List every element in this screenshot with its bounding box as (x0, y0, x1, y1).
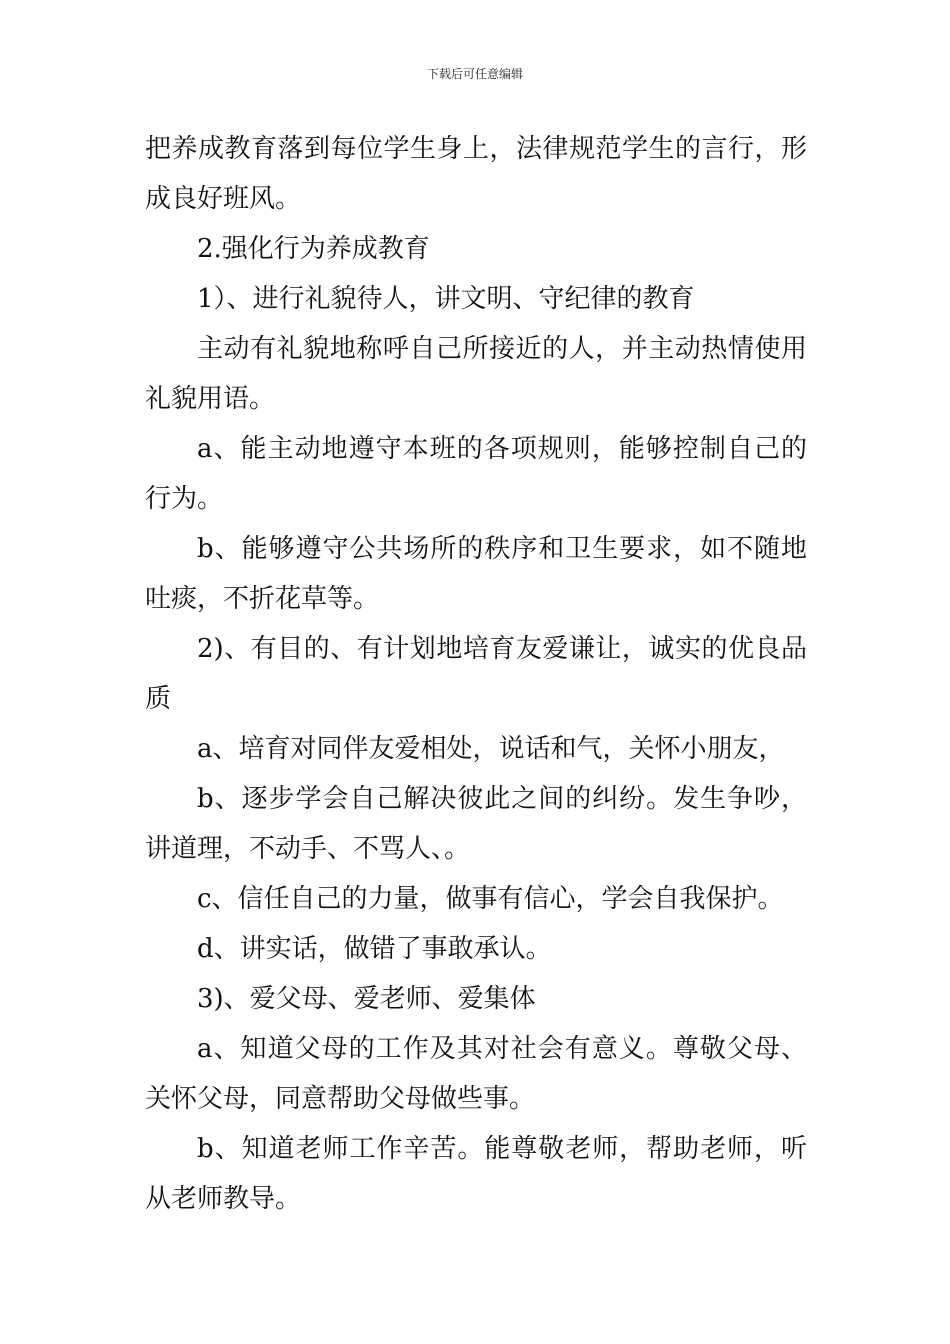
list-item-1b: b、能够遵守公共场所的秩序和卫生要求，如不随地吐痰，不折花草等。 (145, 534, 807, 614)
list-item-2a: a、培育对同伴友爱相处，说话和气，关怀小朋友， (197, 734, 785, 764)
list-item-2b: b、逐步学会自己解决彼此之间的纠纷。发生争吵，讲道理，不动手、不骂人、。 (145, 784, 807, 864)
page-header: 下载后可任意编辑 (426, 67, 523, 81)
list-item-3b: b、知道老师工作辛苦。能尊敬老师，帮助老师，听从老师教导。 (145, 1134, 807, 1214)
document-body (145, 124, 807, 1224)
subheading-1: 1）、进行礼貌待人，讲文明、守纪律的教育 (197, 284, 695, 314)
list-item-2c: c、信任自己的力量，做事有信心，学会自我保护。 (197, 884, 784, 914)
subheading-2: 2)、有目的、有计划地培育友爱谦让，诚实的优良品质 (145, 634, 807, 714)
section-heading-2: 2.强化行为养成教育 (197, 234, 430, 264)
subheading-3: 3)、爱父母、爱老师、爱集体 (197, 984, 536, 1014)
list-item-1a: a、能主动地遵守本班的各项规则，能够控制自己的行为。 (145, 434, 807, 514)
list-item-2d: d、讲实话，做错了事敢承认。 (197, 934, 552, 964)
paragraph-1: 把养成教育落到每位学生身上，法律规范学生的言行，形成良好班风。 (145, 134, 807, 214)
paragraph-4: 主动有礼貌地称呼自己所接近的人，并主动热情使用礼貌用语。 (145, 334, 807, 414)
list-item-3a: a、知道父母的工作及其对社会有意义。尊敬父母、关怀父母，同意帮助父母做些事。 (145, 1034, 807, 1114)
